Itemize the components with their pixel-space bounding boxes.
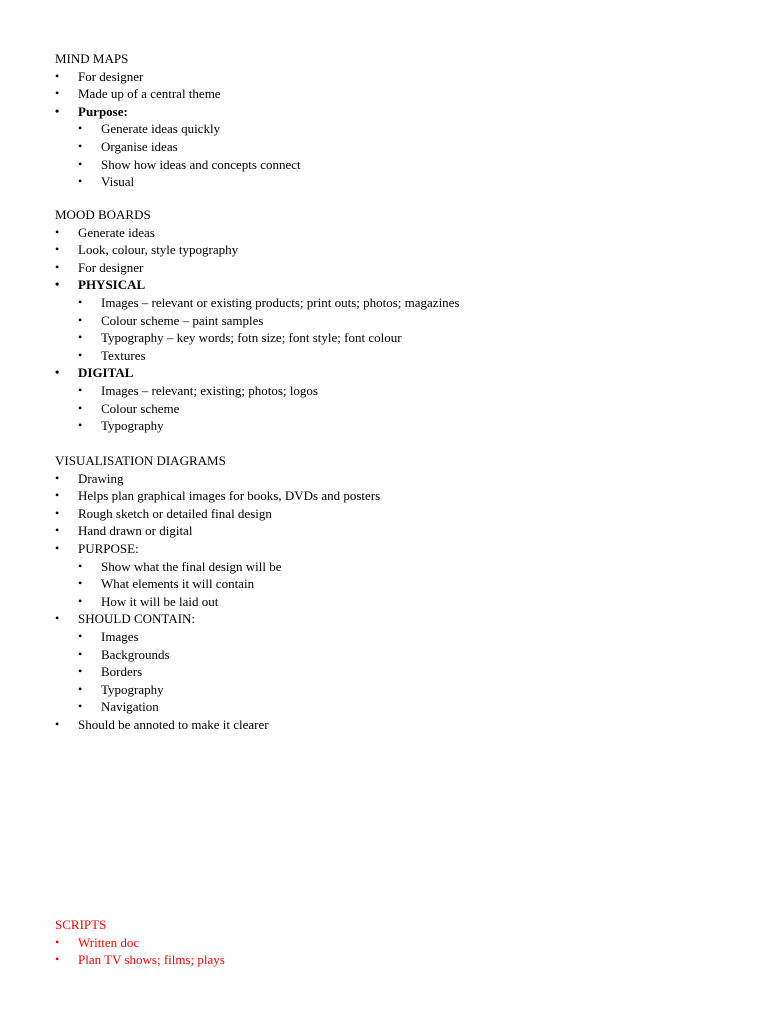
bullet-icon: •	[78, 156, 83, 171]
list-item-text: For designer	[78, 259, 144, 275]
list-item-text: What elements it will contain	[101, 576, 255, 592]
bullet-icon: •	[55, 934, 60, 949]
bullet-icon: •	[78, 664, 83, 679]
list-item-text: Hand drawn or digital	[78, 523, 193, 539]
list-item	[55, 610, 380, 628]
section-mind-maps	[55, 50, 301, 191]
bullet-icon: •	[78, 174, 83, 189]
list-item-text: Should be annoted to make it clearer	[78, 716, 269, 732]
list-item-text: For designer	[78, 68, 144, 84]
list-item-text: Made up of a central theme	[78, 86, 221, 102]
list-item	[55, 400, 460, 418]
list-item-text: Plan TV shows; films; plays	[78, 952, 225, 968]
list-item	[55, 85, 301, 103]
list-item-text: Textures	[101, 347, 146, 363]
list-item	[55, 698, 380, 716]
list-item	[55, 120, 301, 138]
bullet-icon: •	[78, 138, 83, 153]
list-item	[55, 663, 380, 681]
list-item	[55, 558, 380, 576]
section-heading: VISUALISATION DIAGRAMS	[55, 453, 226, 468]
list-item-text: Purpose:	[78, 103, 128, 119]
section-heading: SCRIPTS	[55, 917, 107, 932]
list-item	[55, 241, 460, 259]
list-item-text: How it will be laid out	[101, 593, 219, 609]
list-item	[55, 312, 460, 330]
list-item	[55, 575, 380, 593]
list-item	[55, 681, 380, 699]
list-item	[55, 156, 301, 174]
list-item-text: DIGITAL	[78, 365, 134, 381]
list-item	[55, 540, 380, 558]
list-item	[55, 347, 460, 365]
list-item	[55, 294, 460, 312]
list-item-text: Images – relevant or existing products; print outs; photos; magazines	[101, 294, 460, 310]
bullet-icon: •	[78, 628, 83, 643]
list-item	[55, 103, 301, 121]
list-item-text: Helps plan graphical images for books, DVDs and posters	[78, 488, 381, 504]
bullet-icon: •	[55, 523, 60, 538]
list-item	[55, 934, 225, 952]
bullet-icon: •	[55, 68, 60, 83]
bullet-icon: •	[78, 382, 83, 397]
list-item	[55, 646, 380, 664]
bullet-icon: •	[55, 952, 60, 967]
list-item-text: Colour scheme	[101, 400, 180, 416]
list-item-text: Borders	[101, 664, 143, 680]
list-item	[55, 364, 460, 382]
list-item-text: Generate ideas quickly	[101, 121, 221, 137]
bullet-icon: •	[55, 242, 60, 257]
list-item-text: Visual	[101, 174, 135, 190]
list-item-text: Typography	[101, 681, 164, 697]
bullet-icon: •	[78, 681, 83, 696]
list-item	[55, 138, 301, 156]
bullet-icon: •	[55, 103, 60, 118]
list-item	[55, 716, 380, 734]
bullet-icon: •	[55, 716, 60, 731]
list-item-text: Backgrounds	[101, 646, 170, 662]
bullet-icon: •	[78, 418, 83, 433]
bullet-icon: •	[78, 576, 83, 591]
list-item	[55, 628, 380, 646]
bullet-icon: •	[55, 86, 60, 101]
bullet-icon: •	[78, 121, 83, 136]
bullet-icon: •	[55, 259, 60, 274]
bullet-icon: •	[55, 224, 60, 239]
bullet-icon: •	[55, 611, 60, 626]
bullet-icon: •	[55, 488, 60, 503]
list-item-text: Organise ideas	[101, 138, 178, 154]
list-item-text: PHYSICAL	[78, 277, 146, 293]
list-item	[55, 259, 460, 277]
list-item	[55, 522, 380, 540]
section-heading: MOOD BOARDS	[55, 207, 151, 222]
bullet-icon: •	[78, 400, 83, 415]
bullet-icon: •	[55, 277, 60, 292]
list-item-text: Look, colour, style typography	[78, 242, 239, 258]
section-heading: MIND MAPS	[55, 51, 129, 66]
list-item-text: Written doc	[78, 934, 140, 950]
list-item	[55, 382, 460, 400]
list-item-text: Generate ideas	[78, 224, 155, 240]
bullet-icon: •	[78, 646, 83, 661]
bullet-icon: •	[78, 558, 83, 573]
bullet-icon: •	[78, 294, 83, 309]
bullet-icon: •	[78, 312, 83, 327]
bullet-icon: •	[55, 365, 60, 380]
bullet-icon: •	[78, 330, 83, 345]
list-item	[55, 593, 380, 611]
list-item	[55, 329, 460, 347]
bullet-icon: •	[78, 347, 83, 362]
list-item-text: Typography – key words; fotn size; font style; font colour	[101, 330, 402, 346]
list-item-text: Colour scheme – paint samples	[101, 312, 264, 328]
list-item	[55, 417, 460, 435]
list-item	[55, 68, 301, 86]
list-item-text: Images – relevant; existing; photos; logos	[101, 382, 318, 398]
list-item-text: Navigation	[101, 699, 159, 715]
list-item-text: Typography	[101, 418, 164, 434]
list-item-text: Rough sketch or detailed final design	[78, 505, 272, 521]
bullet-icon: •	[55, 505, 60, 520]
list-item-text: Show what the final design will be	[101, 558, 282, 574]
list-item	[55, 951, 225, 969]
list-item-text: PURPOSE:	[78, 540, 139, 556]
list-item	[55, 224, 460, 242]
list-item-text: Images	[101, 628, 139, 644]
list-item-text: Drawing	[78, 470, 124, 486]
section-scripts	[55, 916, 225, 969]
bullet-icon: •	[78, 593, 83, 608]
section-visualisation-diagrams	[55, 452, 380, 734]
section-mood-boards	[55, 206, 460, 435]
list-item-text: SHOULD CONTAIN:	[78, 611, 196, 627]
list-item-text: Show how ideas and concepts connect	[101, 156, 301, 172]
bullet-icon: •	[55, 540, 60, 555]
list-item	[55, 487, 380, 505]
bullet-icon: •	[78, 699, 83, 714]
list-item	[55, 173, 301, 191]
bullet-icon: •	[55, 470, 60, 485]
list-item	[55, 470, 380, 488]
list-item	[55, 276, 460, 294]
list-item	[55, 505, 380, 523]
